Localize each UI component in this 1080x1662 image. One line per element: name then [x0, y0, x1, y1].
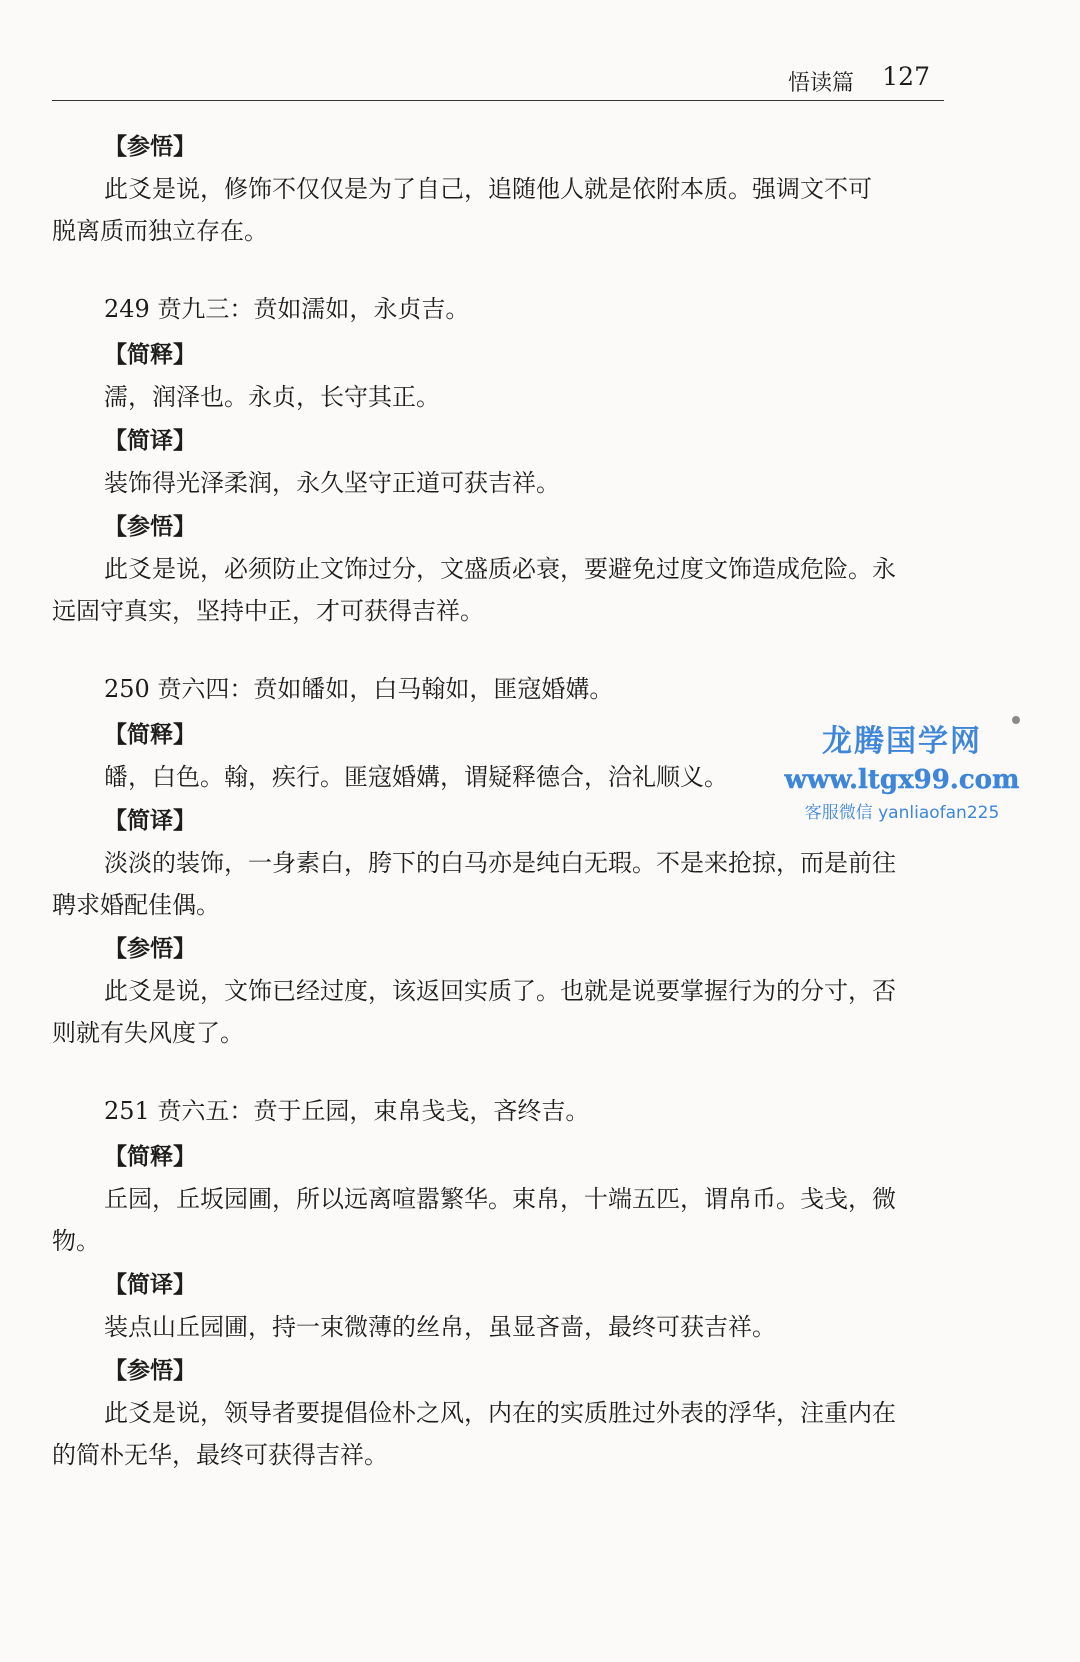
canwu-line: 此爻是说，文饰已经过度，该返回实质了。也就是说要掌握行为的分寸，否	[104, 977, 896, 1005]
canwu-line: 的简朴无华，最终可获得吉祥。	[52, 1441, 388, 1469]
jianshi-heading: 【简释】	[104, 1144, 196, 1170]
canwu-heading: 【参悟】	[104, 134, 196, 160]
jianshi-heading: 【简释】	[104, 342, 196, 368]
canwu-line: 此爻是说，领导者要提倡俭朴之风，内在的实质胜过外表的浮华，注重内在	[104, 1399, 896, 1427]
section-title: 悟读篇	[787, 71, 854, 96]
entry-title-249: 249 贲九三：贲如濡如，永贞吉。	[104, 295, 470, 323]
jianyi-line: 聘求婚配佳偶。	[52, 891, 220, 919]
running-header	[52, 62, 944, 100]
canwu-line: 此爻是说，修饰不仅仅是为了自己，追随他人就是依附本质。强调文不可	[104, 175, 872, 203]
watermark-title: 龙腾国学网	[822, 724, 982, 759]
canwu-heading: 【参悟】	[104, 514, 196, 540]
canwu-line: 脱离质而独立存在。	[52, 217, 268, 245]
canwu-heading: 【参悟】	[104, 1358, 196, 1384]
watermark-contact: 客服微信 yanliaofan225	[804, 803, 1000, 823]
scroll-indicator[interactable]	[1012, 716, 1020, 724]
jianshi-line: 物。	[52, 1227, 100, 1255]
jianshi-line: 濡，润泽也。永贞，长守其正。	[104, 383, 440, 411]
canwu-line: 远固守真实，坚持中正，才可获得吉祥。	[52, 597, 484, 625]
watermark-url: www.ltgx99.com	[784, 765, 1020, 795]
jianshi-line: 丘园，丘坂园圃，所以远离喧嚣繁华。束帛，十端五匹，谓帛币。戋戋，微	[104, 1185, 896, 1213]
jianyi-line: 淡淡的装饰，一身素白，胯下的白马亦是纯白无瑕。不是来抢掠，而是前往	[104, 849, 896, 877]
jianshi-line: 皤，白色。翰，疾行。匪寇婚媾，谓疑释德合，洽礼顺义。	[104, 763, 728, 791]
canwu-line: 则就有失风度了。	[52, 1019, 244, 1047]
jianshi-heading: 【简释】	[104, 722, 196, 748]
jianyi-heading: 【简译】	[104, 428, 196, 454]
canwu-line: 此爻是说，必须防止文饰过分，文盛质必衰，要避免过度文饰造成危险。永	[104, 555, 896, 583]
canwu-heading: 【参悟】	[104, 936, 196, 962]
entry-title-250: 250 贲六四：贲如皤如，白马翰如，匪寇婚媾。	[104, 675, 614, 703]
jianyi-line: 装饰得光泽柔润，永久坚守正道可获吉祥。	[104, 469, 560, 497]
jianyi-line: 装点山丘园圃，持一束微薄的丝帛，虽显吝啬，最终可获吉祥。	[104, 1313, 776, 1341]
jianyi-heading: 【简译】	[104, 808, 196, 834]
entry-title-251: 251 贲六五：贲于丘园，束帛戋戋，吝终吉。	[104, 1097, 590, 1125]
header-rule	[52, 100, 944, 101]
jianyi-heading: 【简译】	[104, 1272, 196, 1298]
page-number: 127	[882, 62, 930, 91]
watermark	[782, 722, 1022, 826]
